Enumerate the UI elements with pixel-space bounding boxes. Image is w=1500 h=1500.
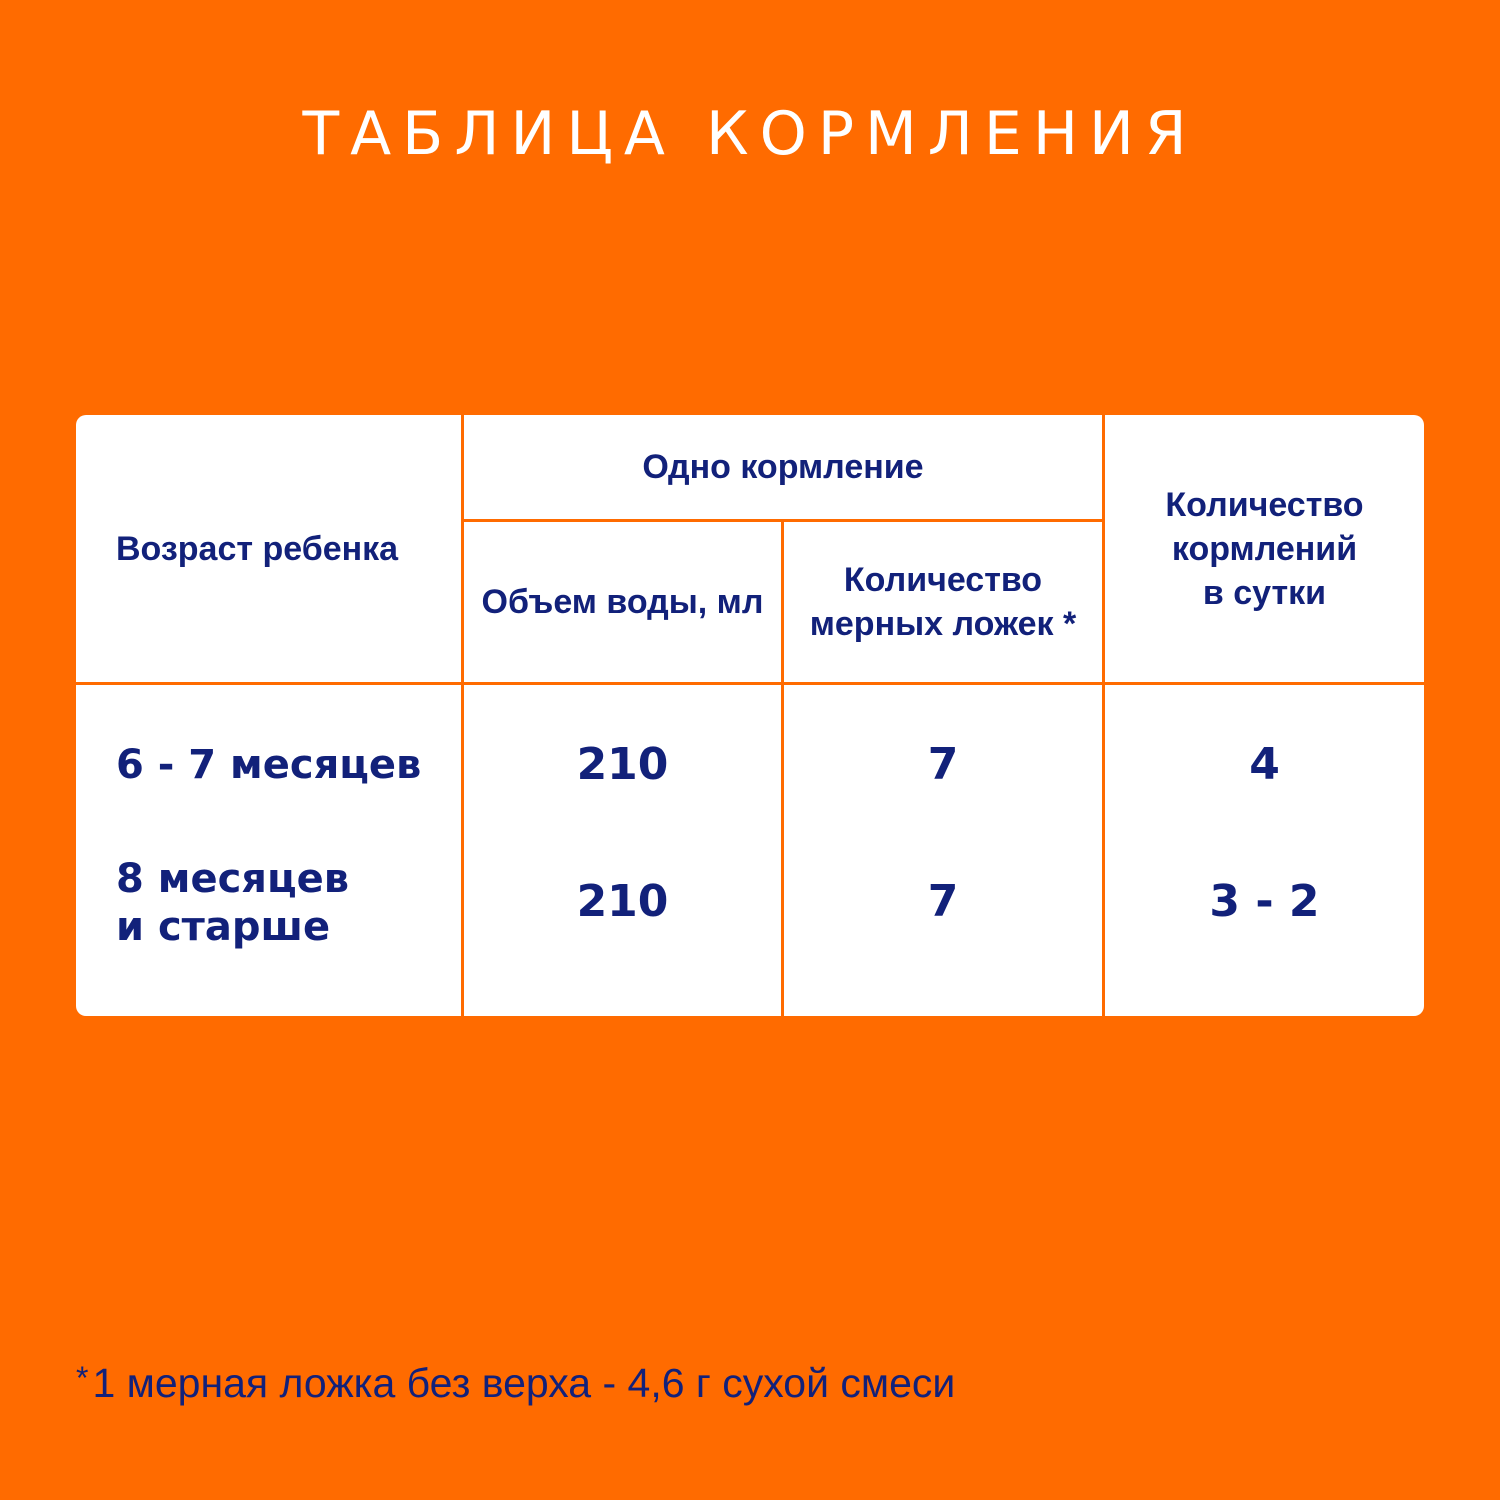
- header-age: Возраст ребенка: [116, 530, 399, 568]
- row-2-water: 210: [576, 876, 669, 927]
- row-2-age: 8 месяцев и старше: [116, 856, 350, 950]
- footnote-marker: *: [76, 1360, 89, 1396]
- footnote: [76, 1353, 955, 1408]
- row-2-feedings: 3 - 2: [1209, 876, 1320, 927]
- header-one-feeding: Одно кормление: [642, 448, 924, 486]
- row-1-water: 210: [576, 739, 669, 790]
- row-2-spoons: 7: [927, 876, 959, 927]
- header-feedings-per-day: Количество кормлений в сутки: [1165, 486, 1364, 612]
- feeding-table: [76, 415, 1424, 1016]
- row-1-spoons: 7: [927, 739, 959, 790]
- header-spoons: Количество мерных ложек *: [809, 561, 1077, 643]
- header-water-volume: Объем воды, мл: [481, 583, 764, 621]
- row-1-feedings: 4: [1249, 739, 1280, 790]
- row-1-age: 6 - 7 месяцев: [116, 742, 422, 788]
- page-title: ТАБЛИЦА КОРМЛЕНИЯ: [302, 99, 1198, 169]
- footnote-text: 1 мерная ложка без верха - 4,6 г сухой смеси: [92, 1360, 956, 1406]
